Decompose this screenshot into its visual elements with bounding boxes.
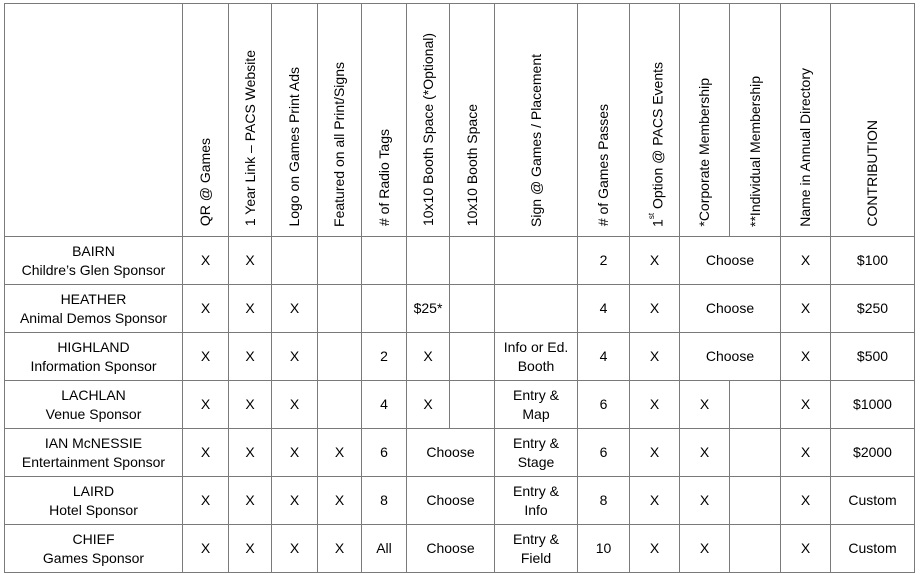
sponsor-level: LAIRD <box>72 482 115 499</box>
cell-print-signs: X <box>318 429 362 477</box>
cell-first-option: X <box>630 333 680 381</box>
sponsor-name-cell <box>5 381 183 429</box>
header-empty-cell <box>5 4 183 237</box>
col-header-label: 10x10 Booth Space <box>463 104 480 227</box>
cell-games-passes: 6 <box>578 381 630 429</box>
cell-membership-choose: Choose <box>680 285 781 333</box>
sponsor-name-cell <box>5 285 183 333</box>
sponsor-name-cell <box>5 477 183 525</box>
cell-games-passes: 10 <box>578 525 630 573</box>
table-row <box>5 429 915 477</box>
cell-contribution: Custom <box>831 477 915 525</box>
col-header-first-option <box>630 4 680 237</box>
cell-print-signs: X <box>318 477 362 525</box>
col-header-games-passes <box>578 4 630 237</box>
col-header-label: **Individual Membership <box>746 75 763 227</box>
cell-contribution: $100 <box>831 237 915 285</box>
cell-qr: X <box>183 429 229 477</box>
sponsor-level: LACHLAN <box>61 386 126 403</box>
table-row <box>5 381 915 429</box>
cell-first-option: X <box>630 381 680 429</box>
cell-directory: X <box>781 285 831 333</box>
cell-print-ads: X <box>272 525 318 573</box>
col-header-sign-placement <box>495 4 578 237</box>
col-header-label: 1st Option @ PACS Events <box>646 61 666 227</box>
col-header-label: 1 Year Link – PACS Website <box>241 50 258 227</box>
col-header-label: *Corporate Membership <box>696 77 712 227</box>
cell-print-ads <box>272 237 318 285</box>
col-header-label: 10x10 Booth Space (*Optional) <box>419 33 436 227</box>
col-header-website <box>229 4 272 237</box>
col-header-label: Name in Annual Directory <box>797 67 813 227</box>
cell-directory: X <box>781 429 831 477</box>
cell-print-signs <box>318 333 362 381</box>
cell-directory: X <box>781 477 831 525</box>
cell-qr: X <box>183 333 229 381</box>
cell-radio-tags <box>362 237 407 285</box>
sponsor-name-cell <box>5 525 183 573</box>
cell-booth-optional: $25* <box>407 285 450 333</box>
cell-website: X <box>229 237 272 285</box>
cell-individual <box>730 381 781 429</box>
sponsorship-table <box>4 3 915 573</box>
cell-website: X <box>229 429 272 477</box>
cell-individual <box>730 429 781 477</box>
cell-directory: X <box>781 333 831 381</box>
cell-individual <box>730 477 781 525</box>
sponsor-title: Animal Demos Sponsor <box>19 309 168 326</box>
cell-booth-optional <box>407 237 450 285</box>
cell-booth <box>450 237 495 285</box>
cell-booth-choose: Choose <box>407 525 495 573</box>
cell-games-passes: 2 <box>578 237 630 285</box>
cell-booth-optional: X <box>407 333 450 381</box>
cell-radio-tags: 6 <box>362 429 407 477</box>
cell-radio-tags: 2 <box>362 333 407 381</box>
cell-contribution: $1000 <box>831 381 915 429</box>
cell-booth <box>450 285 495 333</box>
cell-qr: X <box>183 285 229 333</box>
cell-booth <box>450 381 495 429</box>
sponsor-name-cell <box>5 333 183 381</box>
cell-booth-optional: X <box>407 381 450 429</box>
cell-membership-choose: Choose <box>680 237 781 285</box>
cell-contribution: $500 <box>831 333 915 381</box>
col-header-contribution <box>831 4 915 237</box>
col-header-qr <box>183 4 229 237</box>
cell-sign-placement <box>495 237 578 285</box>
col-header-label: # of Radio Tags <box>375 129 392 227</box>
cell-print-ads: X <box>272 429 318 477</box>
cell-qr: X <box>183 525 229 573</box>
cell-membership-choose: Choose <box>680 333 781 381</box>
sponsor-title: Entertainment Sponsor <box>21 453 166 470</box>
sponsor-title: Information Sponsor <box>30 357 157 374</box>
col-header-label: Sign @ Games / Placement <box>527 53 544 227</box>
cell-directory: X <box>781 237 831 285</box>
cell-qr: X <box>183 477 229 525</box>
cell-sign-placement <box>495 285 578 333</box>
cell-booth-choose: Choose <box>407 477 495 525</box>
cell-print-signs <box>318 285 362 333</box>
cell-games-passes: 4 <box>578 285 630 333</box>
sponsor-level: BAIRN <box>72 242 115 259</box>
cell-corporate: X <box>680 525 730 573</box>
table-row <box>5 525 915 573</box>
col-header-label: Featured on all Print/Signs <box>331 61 347 227</box>
cell-radio-tags: 8 <box>362 477 407 525</box>
cell-sign-placement: Entry & Info <box>495 477 578 525</box>
cell-qr: X <box>183 237 229 285</box>
sponsor-title: Hotel Sponsor <box>49 501 138 518</box>
cell-sign-placement: Entry & Stage <box>495 429 578 477</box>
cell-website: X <box>229 333 272 381</box>
table-row <box>5 333 915 381</box>
cell-first-option: X <box>630 525 680 573</box>
cell-website: X <box>229 285 272 333</box>
cell-contribution: $2000 <box>831 429 915 477</box>
sponsor-name-cell <box>5 429 183 477</box>
cell-radio-tags: All <box>362 525 407 573</box>
cell-radio-tags: 4 <box>362 381 407 429</box>
cell-directory: X <box>781 381 831 429</box>
cell-print-ads: X <box>272 333 318 381</box>
cell-print-signs <box>318 237 362 285</box>
cell-print-ads: X <box>272 381 318 429</box>
sponsor-title: Venue Sponsor <box>45 405 142 422</box>
table-row <box>5 285 915 333</box>
col-header-corporate <box>680 4 730 237</box>
cell-games-passes: 4 <box>578 333 630 381</box>
col-header-print-signs <box>318 4 362 237</box>
table-row <box>5 477 915 525</box>
cell-qr: X <box>183 381 229 429</box>
cell-corporate: X <box>680 429 730 477</box>
sponsor-level: IAN McNESSIE <box>44 434 143 451</box>
cell-website: X <box>229 381 272 429</box>
header-row <box>5 4 915 237</box>
col-header-print-ads <box>272 4 318 237</box>
col-header-label: CONTRIBUTION <box>864 119 880 227</box>
col-header-label: QR @ Games <box>197 138 213 227</box>
sponsor-title: Childre’s Glen Sponsor <box>21 261 166 278</box>
col-header-label: Logo on Games Print Ads <box>286 66 302 227</box>
sponsor-level: HIGHLAND <box>57 338 130 355</box>
cell-print-ads: X <box>272 477 318 525</box>
cell-first-option: X <box>630 285 680 333</box>
cell-radio-tags <box>362 285 407 333</box>
cell-sign-placement: Entry & Map <box>495 381 578 429</box>
cell-print-ads: X <box>272 285 318 333</box>
cell-contribution: $250 <box>831 285 915 333</box>
cell-booth-choose: Choose <box>407 429 495 477</box>
cell-first-option: X <box>630 429 680 477</box>
cell-directory: X <box>781 525 831 573</box>
sponsor-level: HEATHER <box>60 290 127 307</box>
cell-first-option: X <box>630 237 680 285</box>
col-header-radio-tags <box>362 4 407 237</box>
col-header-individual <box>730 4 781 237</box>
cell-games-passes: 8 <box>578 477 630 525</box>
cell-website: X <box>229 477 272 525</box>
col-header-booth-optional <box>407 4 450 237</box>
cell-contribution: Custom <box>831 525 915 573</box>
cell-first-option: X <box>630 477 680 525</box>
cell-website: X <box>229 525 272 573</box>
cell-print-signs: X <box>318 525 362 573</box>
col-header-directory <box>781 4 831 237</box>
cell-sign-placement: Info or Ed. Booth <box>495 333 578 381</box>
col-header-booth <box>450 4 495 237</box>
cell-corporate: X <box>680 381 730 429</box>
sponsor-level: CHIEF <box>72 530 115 547</box>
table-row <box>5 237 915 285</box>
cell-individual <box>730 525 781 573</box>
cell-print-signs <box>318 381 362 429</box>
sponsor-name-cell <box>5 237 183 285</box>
cell-booth <box>450 333 495 381</box>
cell-sign-placement: Entry & Field <box>495 525 578 573</box>
cell-games-passes: 6 <box>578 429 630 477</box>
sponsor-title: Games Sponsor <box>42 549 145 566</box>
col-header-label: # of Games Passes <box>595 104 611 227</box>
cell-corporate: X <box>680 477 730 525</box>
